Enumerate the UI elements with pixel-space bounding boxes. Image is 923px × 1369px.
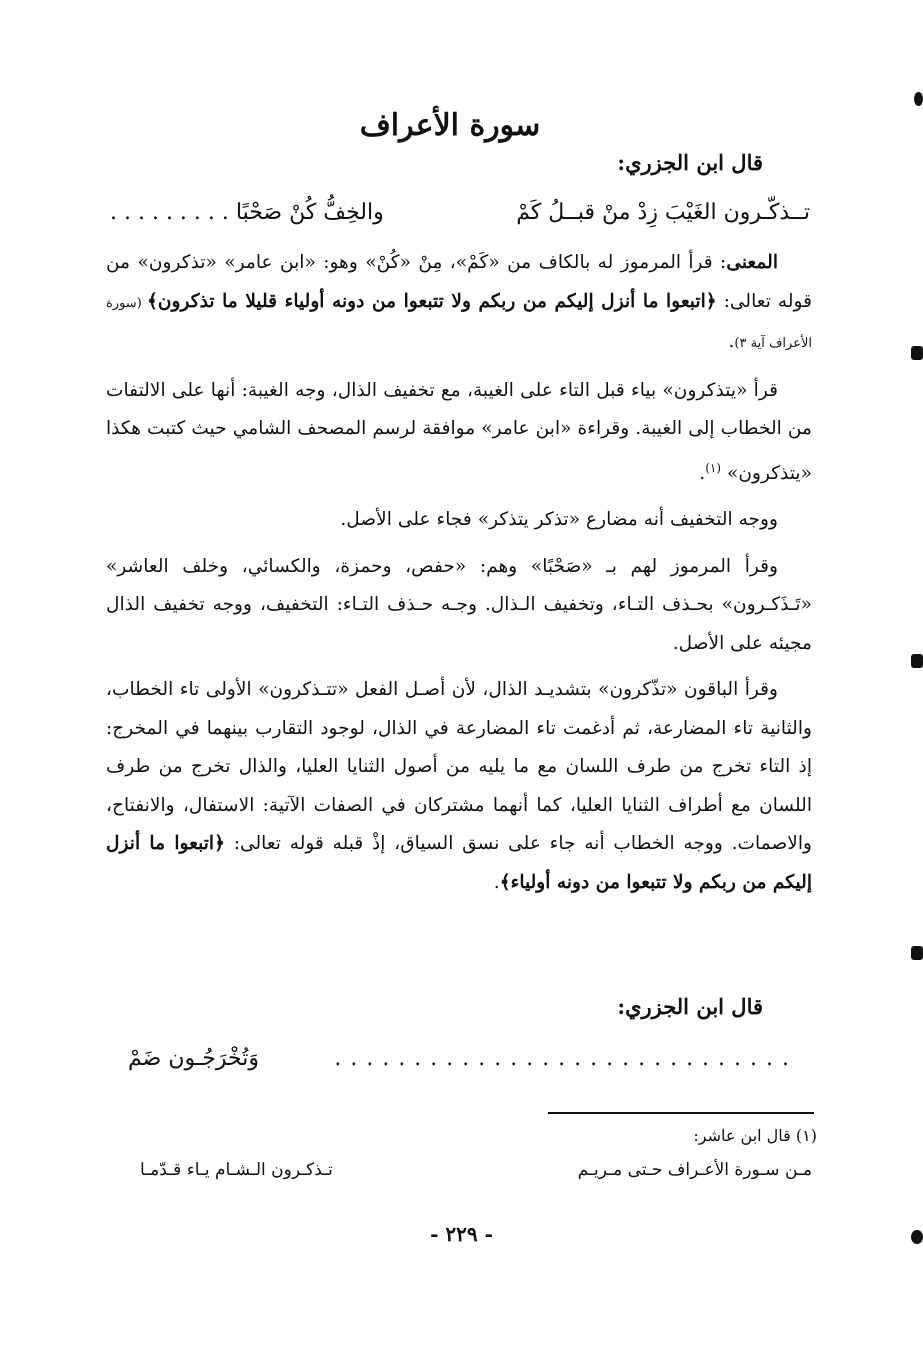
- verse-1-right-hemistich: تــذكّـرون الغَيْبَ زِدْ منْ قبــلُ كَمْ: [516, 200, 810, 225]
- footnote-left-hemistich: تـذكـرون الـشـام يـاء قـدّمـا: [140, 1160, 333, 1180]
- footnote-ref: (١): [705, 460, 722, 475]
- verse-reference: (سورة الأعراف آية ٣): [106, 295, 812, 351]
- footnote-title: (١) قال ابن عاشر:: [693, 1126, 817, 1145]
- text-run: .: [493, 871, 500, 893]
- text-run: قرأ «يتذكرون» بياء قبل التاء على الغيبة، مع تخفيف الذال، وجه الغيبة: أنها على الالتفات من الخطاب إلى الغيبة. وقراءة «ابن عامر» موافقة لرسم المصحف الشامي حيث كتبت هكذا «يتذكرون»: [106, 379, 812, 484]
- text-run: : قرأ المرموز له بالكاف من «كَمْ»، مِنْ «كُنْ» وهو: «ابن عامر» «تذكرون» من قوله تعالى:: [106, 252, 813, 312]
- paragraph-yatadhakkarun: [106, 372, 812, 494]
- margin-mark-3: [911, 946, 923, 960]
- paragraph-tashdid: [106, 671, 812, 902]
- margin-mark-2: [911, 654, 923, 668]
- footnote-right-hemistich: مـن سـورة الأعـراف حـتى مـريـم: [577, 1160, 812, 1180]
- text-run: .: [728, 331, 735, 352]
- ibn-jazari-label-1: قال ابن الجزري:: [617, 150, 763, 175]
- text-run: وقرأ الباقون «تذّكرون» بتشديـد الذال، لأن أصـل الفعل «تتـذكرون» الأولى تاء الخطاب، والثانية تاء المضارعة، ثم أدغمت تاء المضارعة في الذال، لوجود التقارب بينهما في المخرج: إذ التاء تخرج من طرف اللسان مع ما يليه من أصول الثنايا العليا، والذال تخرج من طرف اللسان مع أطراف الثنايا العليا، كما أنهما مشتركان في الصفات الآتية: الاستفال، والانفتاح، والاصمات. ووجه الخطاب أنه جاء على نسق السياق، إذْ قبله قوله تعالى:: [106, 679, 812, 855]
- quran-quote-run: المعنى: [726, 252, 778, 273]
- paragraph-takhfif: [106, 501, 812, 540]
- paragraph-meaning: [106, 244, 812, 364]
- verse-1-left-hemistich: والخِفُّ كُنْ صَحْبًا . . . . . . . . .: [110, 200, 384, 225]
- paragraph-sahban: [106, 548, 812, 664]
- margin-mark-top: [914, 92, 923, 106]
- verse-2-right-hemistich: . . . . . . . . . . . . . . . . . . . . . . . . . . . . .: [334, 1046, 790, 1071]
- ibn-jazari-label-2: قال ابن الجزري:: [617, 994, 763, 1019]
- footnote-divider: [548, 1112, 814, 1114]
- text-run: ووجه التخفيف أنه مضارع «تذكر يتذكر» فجاء على الأصل.: [340, 509, 778, 531]
- verse-2-left-hemistich: وَتُخْرَجُـون ضَمْ: [128, 1046, 259, 1071]
- margin-mark-1: [911, 346, 923, 360]
- surah-title: سورة الأعراف: [359, 108, 541, 143]
- page-number: - ٢٢٩ -: [430, 1222, 493, 1246]
- quran-quote-run: ﴿اتبعوا ما أنزل إليكم من ربكم ولا تتبعوا من دونه أولياء﴾: [106, 833, 812, 893]
- text-run: .: [699, 462, 706, 484]
- commentary-text: [106, 244, 812, 902]
- margin-mark-bottom: [911, 1230, 923, 1244]
- text-run: وقرأ المرموز لهم بـ «صَحْبًا» وهم: «حفص، وحمزة، والكسائي، وخلف العاشر» «تَـذَكـرون» بحـذف التـاء، وتخفيف الـذال. وجـه حـذف التـاء: التخفيف، ووجه تخفيف الذال مجيئه على الأصل.: [106, 555, 812, 654]
- quran-quote-run: ﴿اتبعوا ما أنزل إليكم من ربكم ولا تتبعوا من دونه أولياء قليلا ما تذكرون﴾: [147, 290, 717, 312]
